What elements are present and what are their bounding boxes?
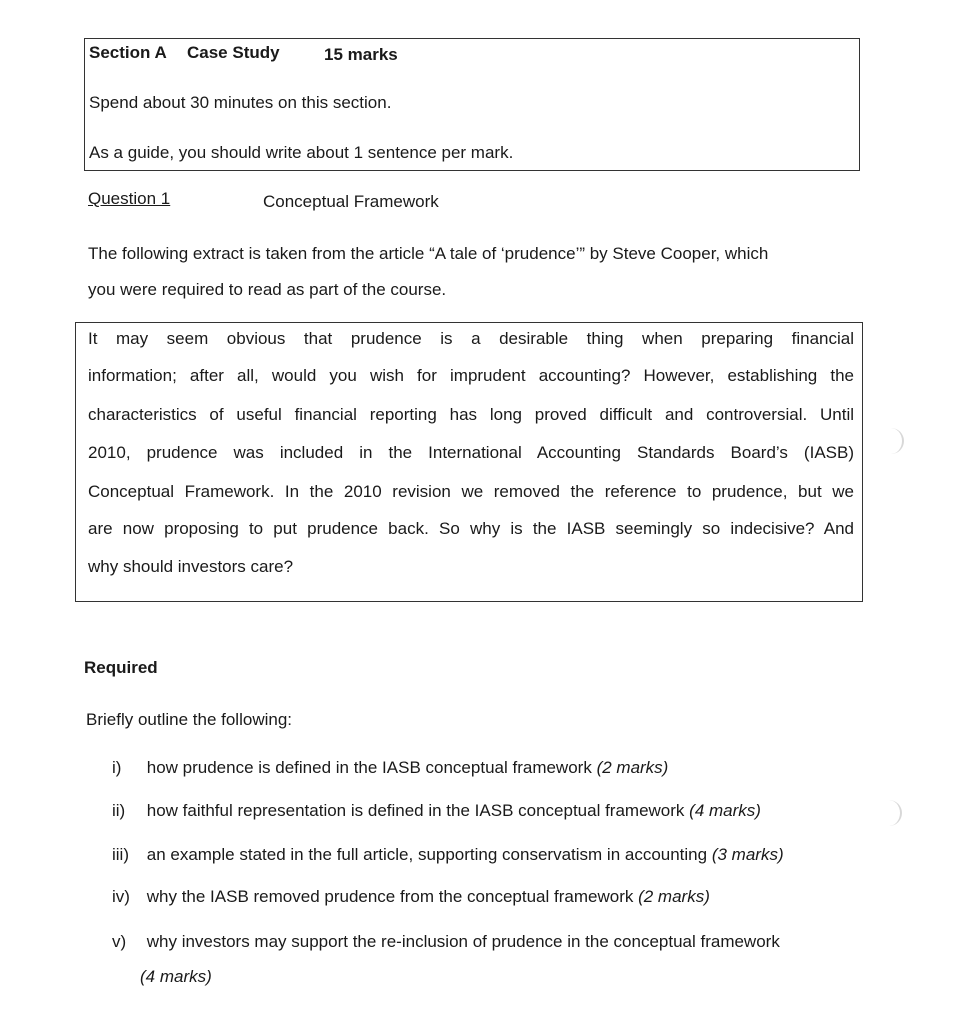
extract-line: why should investors care? (88, 557, 294, 576)
question-topic: Conceptual Framework (263, 192, 439, 211)
section-title: Case Study (187, 43, 280, 62)
list-item (112, 801, 761, 821)
list-item (112, 758, 668, 778)
section-label: Section A (89, 43, 167, 62)
required-instruction: Briefly outline the following: (86, 710, 293, 729)
extract-line: information; after all, would you wish for imprudent accounting? However, establishing the (88, 366, 854, 385)
item-text: how prudence is defined in the IASB conceptual framework (146, 758, 592, 777)
item-marks: (3 marks) (711, 845, 784, 864)
item-marks: (2 marks) (638, 887, 710, 906)
extract-line: It may seem obvious that prudence is a desirable thing when preparing financial (88, 329, 854, 348)
section-header-box (84, 38, 860, 171)
item-text: why the IASB removed prudence from the conceptual framework (146, 887, 634, 906)
intro-line-2: you were required to read as part of the course. (88, 280, 447, 299)
extract-line: are now proposing to put prudence back. So why is the IASB seemingly so indecisive? And (88, 519, 854, 538)
punch-hole-mark (884, 800, 902, 826)
item-marks: (4 marks) (689, 801, 761, 820)
intro-line-1: The following extract is taken from the article “A tale of ‘prudence’” by Steve Cooper, which (88, 244, 769, 263)
list-item (112, 932, 780, 952)
required-heading: Required (84, 658, 158, 677)
item-number: ii) (112, 801, 126, 820)
extract-line: Conceptual Framework. In the 2010 revision we removed the reference to prudence, but we (88, 482, 854, 501)
item-number: iv) (112, 887, 130, 906)
item-text: an example stated in the full article, supporting conservatism in accounting (146, 845, 708, 864)
item-marks: (4 marks) (140, 967, 212, 986)
question-label: Question 1 (88, 189, 171, 208)
length-guidance: As a guide, you should write about 1 sentence per mark. (89, 143, 514, 162)
item-number: i) (112, 758, 122, 777)
list-item (112, 887, 710, 907)
item-marks: (2 marks) (596, 758, 669, 777)
punch-hole-mark (886, 428, 904, 454)
item-text: why investors may support the re-inclusion of prudence in the conceptual framework (146, 932, 780, 951)
article-extract-box (75, 322, 863, 602)
item-text: how faithful representation is defined in the IASB conceptual framework (146, 801, 685, 820)
list-item (112, 845, 784, 865)
time-guidance: Spend about 30 minutes on this section. (89, 93, 392, 112)
item-number: v) (112, 932, 127, 951)
extract-line: characteristics of useful financial reporting has long proved difficult and controversial. Until (88, 405, 854, 424)
item-number: iii) (112, 845, 129, 864)
section-marks: 15 marks (324, 45, 398, 64)
extract-line: 2010, prudence was included in the International Accounting Standards Board’s (IASB) (88, 443, 854, 462)
